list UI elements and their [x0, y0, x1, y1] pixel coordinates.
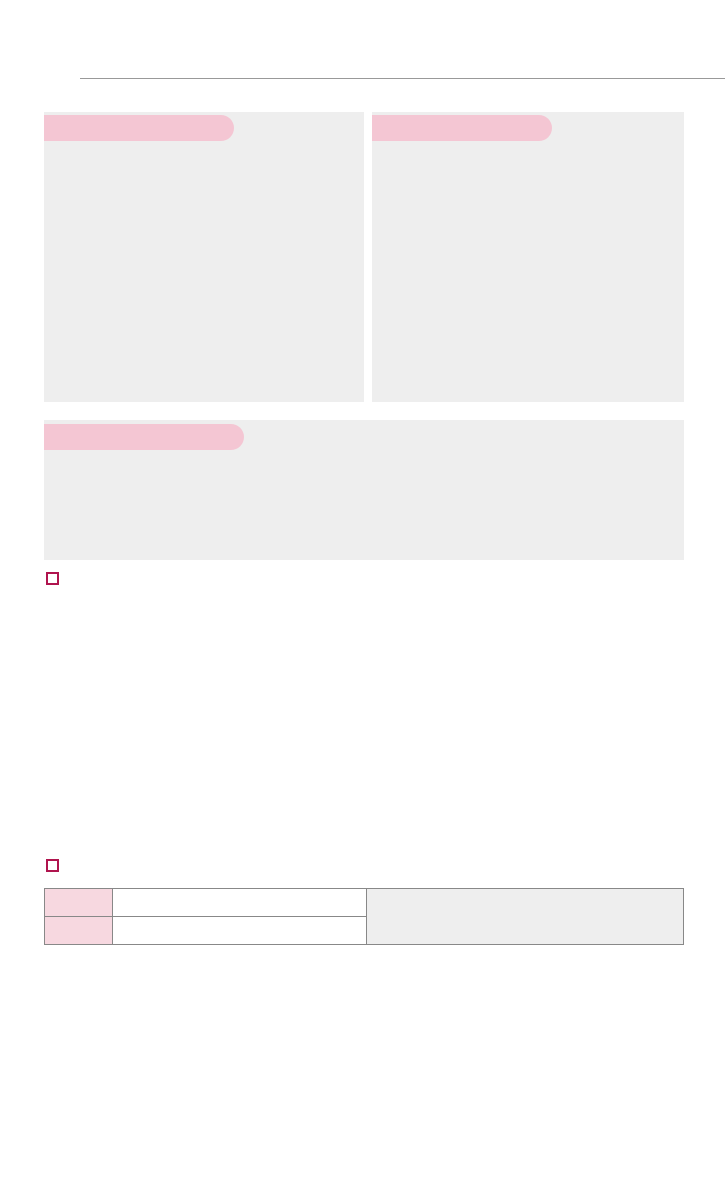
- parking-value: [112, 917, 366, 945]
- square-bullet-icon: [46, 859, 59, 872]
- title-divider: [80, 78, 725, 79]
- dawn-panel: [44, 420, 684, 560]
- parking-section-heading: [46, 857, 67, 878]
- parking-value: [112, 889, 366, 917]
- friday-title: [372, 115, 552, 141]
- parking-label: [45, 889, 113, 917]
- square-bullet-icon: [46, 572, 59, 585]
- wednesday-panel: [44, 112, 364, 402]
- service-section-heading: [46, 570, 67, 591]
- parking-card-notice: [366, 889, 684, 945]
- wednesday-title: [44, 115, 234, 141]
- parking-label: [45, 917, 113, 945]
- dawn-title: [44, 424, 244, 450]
- parking-table: [44, 888, 684, 945]
- friday-panel: [372, 112, 684, 402]
